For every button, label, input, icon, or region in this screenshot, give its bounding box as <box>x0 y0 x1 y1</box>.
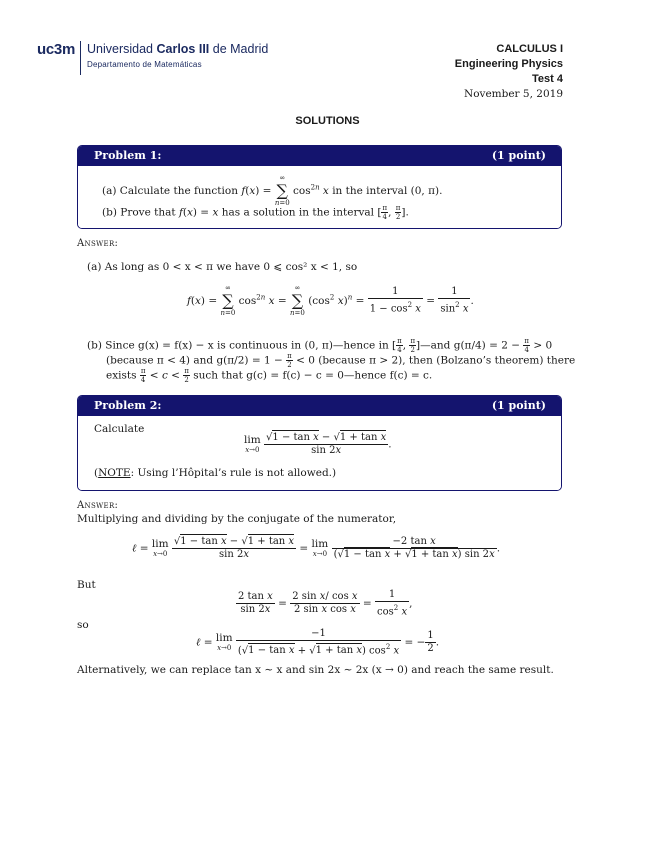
problem-1-part-b: (b) Prove that f(x) = x has a solution in the interval [ $\frac{\pi}{4}$ , $\frac{\pi}{2}$ ]. <box>102 204 409 221</box>
answer-1-part-b-line-1: (b) Since g(x) = f(x) − x is continuous in (0, π)—hence in [ $\frac{\pi}{4}$ , $\frac{\pi}{2}$ ]—and g(π/4) = 2 − $\frac{\pi}{4}$ > 0 <box>87 337 553 354</box>
problem-1-heading: Problem 1: <box>94 149 162 162</box>
problem-2-points: (1 point) <box>491 399 546 412</box>
department-name: Departamento de Matemáticas <box>87 60 202 69</box>
test-date: November 5, 2019 <box>464 88 563 100</box>
problem-2-calculate: Calculate <box>94 423 145 435</box>
problem-1-part-a: (a) Calculate the function f(x) = ∞ ∑ n=0 $\cos^{2n} x$ in the interval (0, π). <box>102 174 443 207</box>
problem-2-note: (NOTE: Using l’Hôpital’s rule is not allowed.) <box>94 467 337 479</box>
answer-1-part-b-line-2: (because π < 4) and g(π/2) = 1 − $\frac{\pi}{2}$ < 0 (because π > 2), then (Bolzano’s theorem) there <box>106 352 576 369</box>
problem-2-header <box>78 396 561 416</box>
course-title: CALCULUS I <box>496 43 563 55</box>
course-info <box>455 42 563 102</box>
answer-1-equation: f(x) = ∞ ∑ n=0 $\cos^{2n} x$ = ∞ ∑ n=0 ($\cos^2$ x)$^n$ = $\frac{1}{1 - \cos^2 x}$ = $\frac{1}{\sin^2 x}$ . <box>187 284 474 317</box>
answer-2-equation-1: ℓ = lim x→0 $\frac{\text{√1 − tan x − √1 + tan x}}{\sin 2x}$ = lim x→0 $\frac{\text{−2 tan x}}{\text{(√1 − tan x + √1 + tan x) sin 2x}}$ . <box>132 536 501 560</box>
problem-1-box <box>77 145 562 229</box>
page-title: SOLUTIONS <box>295 115 360 127</box>
degree-name: Engineering Physics <box>454 58 563 70</box>
answer-2-alternative: Alternatively, we can replace tan x ∼ x and sin 2x ∼ 2x (x → 0) and reach the same result. <box>77 664 554 676</box>
answer-1-part-a-intro: (a) As long as 0 < x < π we have 0 ⩽ cos² x < 1, so <box>87 261 358 273</box>
answer-2-intro: Multiplying and dividing by the conjugate of the numerator, <box>77 513 397 525</box>
problem-1-header <box>78 146 561 166</box>
answer-1-part-b-line-3: exists $\frac{\pi}{4}$ < c < $\frac{\pi}{2}$ such that g(c) = f(c) − c = 0—hence f(c) = c. <box>106 367 433 384</box>
university-name: Universidad Carlos III de Madrid <box>87 42 269 56</box>
answer-1-label: Answer: <box>77 238 119 249</box>
university-logo <box>37 41 268 77</box>
problem-2-limit: lim x→0 $\frac{\text{√1 − tan x − √1 + tan x}}{\sin 2x}$ . <box>244 432 392 456</box>
answer-2-equation-2: $\frac{\text{2 tan x}}{\sin 2x}$ = $\frac{\text{2 sin x/ cos x}}{\text{2 sin x cos x}}$ = $\frac{1}{\cos^2 x}$ , <box>238 589 413 618</box>
answer-2-equation-3: ℓ = lim x→0 $\frac{-1}{(√1 - \tan x + √1 + \tan x) \cos^2 x}$ = − $\frac{1}{2}$ . <box>196 628 440 657</box>
answer-2-so: so <box>77 619 89 631</box>
answer-2-but: But <box>77 579 96 591</box>
logo-divider <box>80 41 81 75</box>
problem-2-heading: Problem 2: <box>94 399 162 412</box>
answer-2-label: Answer: <box>77 500 119 511</box>
sum-symbol: ∞ ∑ n=0 <box>274 174 290 207</box>
logo-mark: uc3m <box>37 41 75 58</box>
problem-1-points: (1 point) <box>491 149 546 162</box>
test-number: Test 4 <box>532 73 563 85</box>
problem-2-box <box>77 395 562 491</box>
